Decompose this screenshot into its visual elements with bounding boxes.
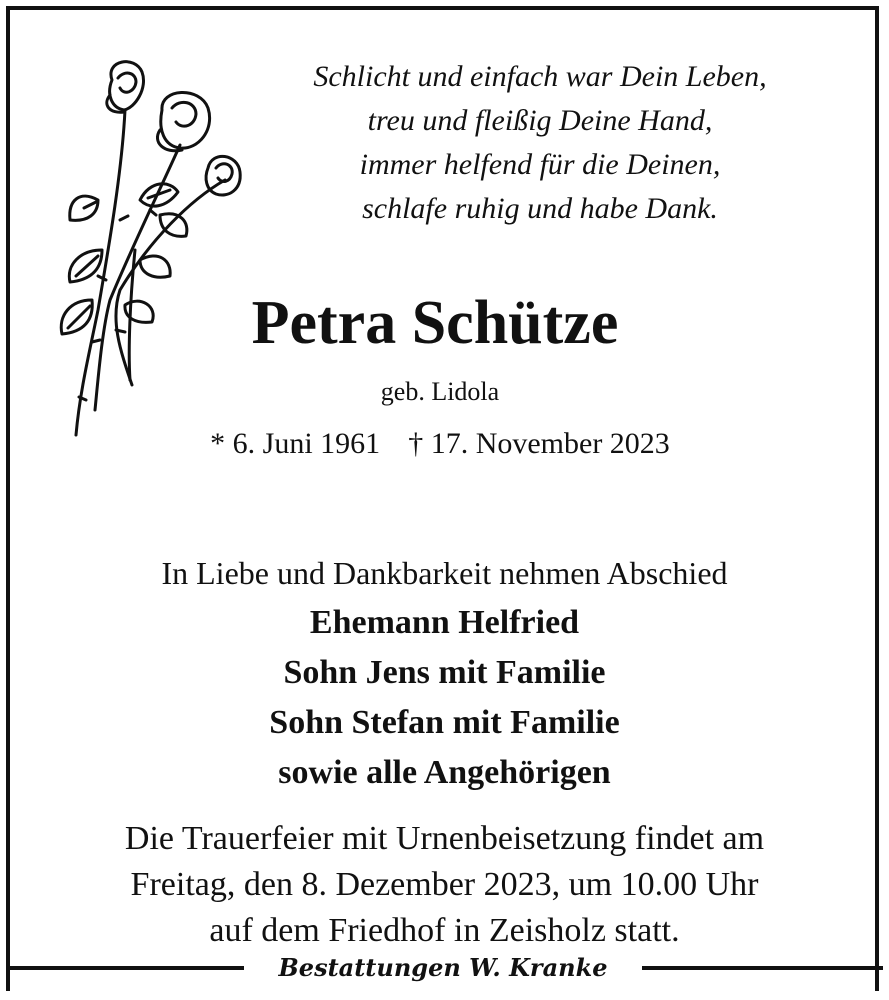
service-line: Die Trauerfeier mit Urnenbeisetzung findet am (124, 820, 765, 857)
farewell-intro: In Liebe und Dankbarkeit nehmen Abschied (161, 555, 728, 591)
poem-line: treu und fleißig Deine Hand, (367, 104, 713, 137)
footer-rule-right (642, 966, 883, 970)
service-line: Freitag, den 8. Dezember 2023, um 10.00 Uhr (130, 866, 759, 903)
footer-rule-left (6, 966, 244, 970)
life-dates (150, 424, 730, 464)
service-line: auf dem Friedhof in Zeisholz statt. (209, 912, 680, 949)
deceased-name: Petra Schütze (251, 289, 619, 357)
death-date: † 17. November 2023 (408, 427, 670, 460)
mourners-list (0, 598, 889, 798)
poem-line: immer helfend für die Deinen, (359, 148, 721, 181)
mourner: Sohn Stefan mit Familie (269, 704, 620, 741)
poem-line: schlafe ruhig und habe Dank. (362, 192, 718, 225)
birth-date: * 6. Juni 1961 (210, 427, 381, 460)
poem-line: Schlicht und einfach war Dein Leben, (313, 60, 767, 93)
rose-illustration (40, 50, 250, 450)
service-info (0, 816, 889, 954)
maiden-name: geb. Lidola (380, 377, 500, 406)
funeral-home-name: Bestattungen W. Kranke (278, 953, 608, 982)
mourner: Sohn Jens mit Familie (283, 654, 606, 691)
mourner: Ehemann Helfried (309, 604, 580, 641)
poem (240, 55, 840, 231)
mourner: sowie alle Angehörigen (278, 754, 611, 791)
